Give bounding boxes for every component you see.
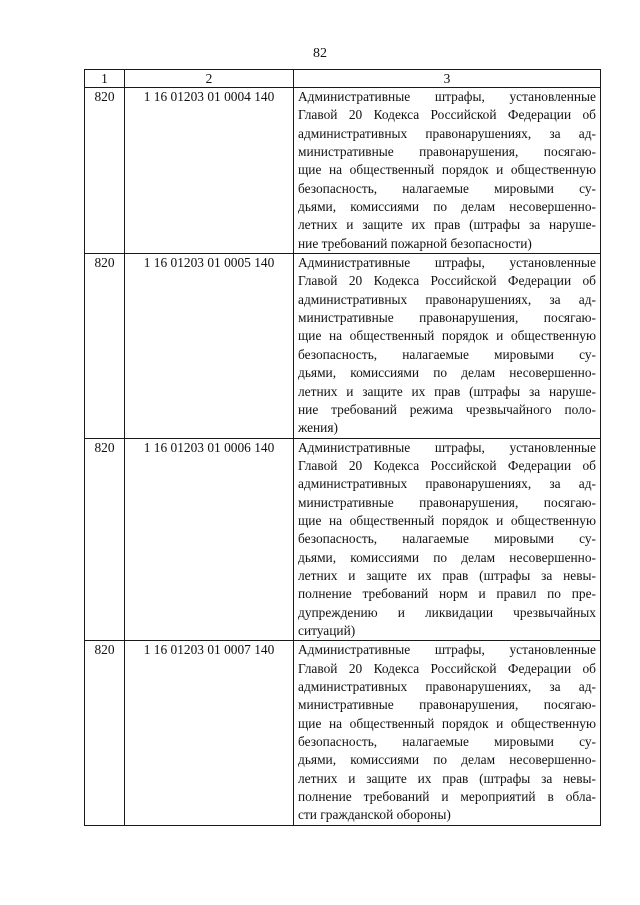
description-line: безопасность, налагаемые мировыми су-: [298, 531, 596, 547]
admin-code-cell: 820: [85, 88, 125, 254]
description-line: министративные правонарушения, посягаю-: [298, 494, 596, 510]
description-line: дьями, комиссиями по делам несовершенно-: [298, 549, 596, 565]
description-line: административных правонарушениях, за ад-: [298, 125, 596, 141]
description-line: дьями, комиссиями по делам несовершенно-: [298, 365, 596, 381]
admin-code-cell: 820: [85, 438, 125, 641]
description-line: административных правонарушениях, за ад-: [298, 476, 596, 492]
table-row: [85, 254, 601, 438]
description-line: Главой 20 Кодекса Российской Федерации об: [298, 660, 596, 676]
budget-code-cell: 1 16 01203 01 0004 140: [125, 88, 294, 254]
table-body: [85, 88, 601, 826]
table-header-row: [85, 70, 601, 88]
description-line: летних и защите их прав (штрафы за невы-: [298, 567, 596, 583]
description-line: Административные штрафы, установленные: [298, 439, 596, 455]
description-line: жения): [298, 420, 338, 436]
description-line: министративные правонарушения, посягаю-: [298, 144, 596, 160]
budget-code-cell: 1 16 01203 01 0006 140: [125, 438, 294, 641]
admin-code-cell: 820: [85, 254, 125, 438]
description-line: летних и защите их прав (штрафы за наруше-: [298, 383, 596, 399]
description-line: дьями, комиссиями по делам несовершенно-: [298, 752, 596, 768]
description-line: полнение требований норм и правил по пре-: [298, 586, 596, 602]
description-line: щие на общественный порядок и общественную: [298, 715, 596, 731]
header-col-2: 2: [125, 70, 294, 88]
description-line: дупреждению и ликвидации чрезвычайных: [298, 604, 596, 620]
description-line: щие на общественный порядок и общественную: [298, 512, 596, 528]
description-line: безопасность, налагаемые мировыми су-: [298, 346, 596, 362]
description-line: полнение требований и мероприятий в обла-: [298, 789, 596, 805]
description-line: административных правонарушениях, за ад-: [298, 679, 596, 694]
description-line: Главой 20 Кодекса Российской Федерации об: [298, 107, 596, 123]
description-line: летних и защите их прав (штрафы за наруше-: [298, 217, 596, 233]
description-line: Административные штрафы, установленные: [298, 642, 596, 658]
description-cell: [294, 438, 601, 641]
description-line: министративные правонарушения, посягаю-: [298, 697, 596, 713]
description-line: дьями, комиссиями по делам несовершенно-: [298, 199, 596, 215]
description-cell: [294, 641, 601, 825]
description-cell: [294, 254, 601, 438]
description-line: щие на общественный порядок и общественную: [298, 328, 596, 344]
description-line: Главой 20 Кодекса Российской Федерации об: [298, 457, 596, 473]
description-line: сти гражданской обороны): [298, 807, 451, 823]
description-line: ситуаций): [298, 622, 356, 638]
header-col-1: 1: [85, 70, 125, 88]
description-line: ние требований режима чрезвычайного поло-: [298, 401, 596, 417]
description-line: Административные штрафы, установленные: [298, 255, 596, 271]
description-line: безопасность, налагаемые мировыми су-: [298, 180, 596, 196]
description-line: щие на общественный порядок и общественную: [298, 162, 596, 178]
budget-code-cell: 1 16 01203 01 0007 140: [125, 641, 294, 825]
description-line: безопасность, налагаемые мировыми су-: [298, 734, 596, 750]
description-cell: [294, 88, 601, 254]
budget-code-cell: 1 16 01203 01 0005 140: [125, 254, 294, 438]
description-line: Административные штрафы, установленные: [298, 89, 596, 104]
description-line: административных правонарушениях, за ад-: [298, 291, 596, 307]
header-col-3: 3: [294, 70, 601, 88]
document-table: [84, 69, 601, 826]
description-line: ние требований пожарной безопасности): [298, 235, 532, 251]
description-line: Главой 20 Кодекса Российской Федерации об: [298, 273, 596, 289]
table-row: [85, 88, 601, 254]
description-line: летних и защите их прав (штрафы за невы-: [298, 770, 596, 786]
table-row: [85, 641, 601, 825]
page-number: 82: [313, 46, 327, 61]
table-row: [85, 438, 601, 641]
description-line: министративные правонарушения, посягаю-: [298, 310, 596, 326]
admin-code-cell: 820: [85, 641, 125, 825]
